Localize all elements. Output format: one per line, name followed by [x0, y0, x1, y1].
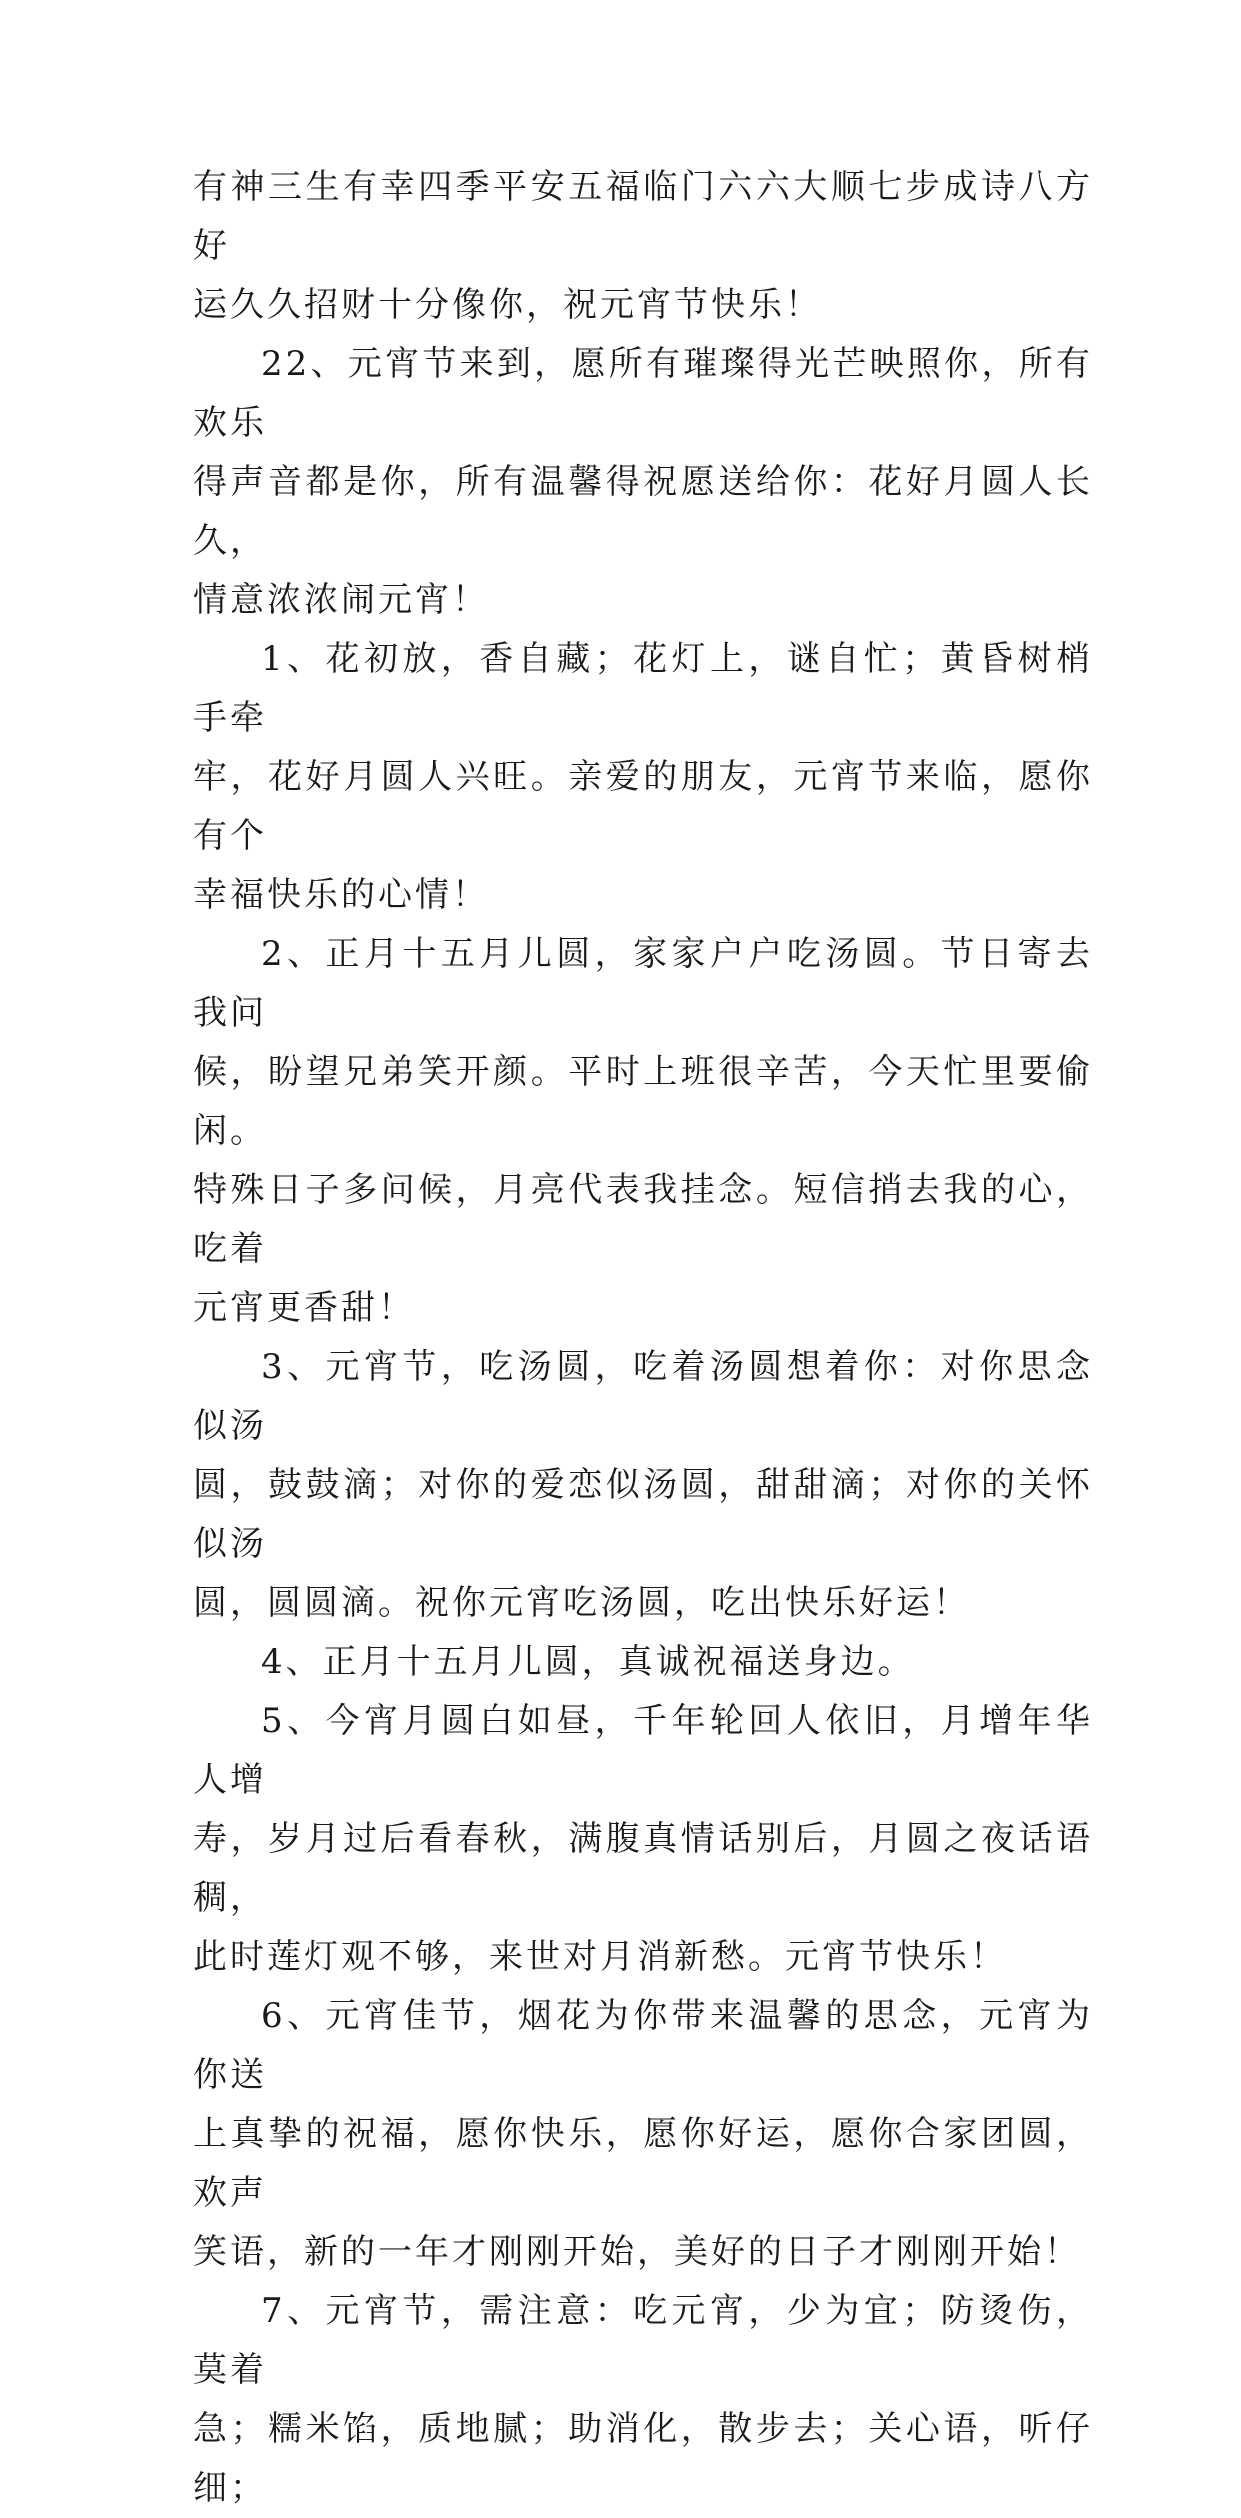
text-line: 7、元宵节，需注意：吃元宵，少为宜；防烫伤，莫着 — [193, 2291, 1093, 2390]
paragraph — [193, 335, 1093, 630]
paragraph — [193, 1692, 1093, 1987]
paragraph — [193, 158, 1093, 335]
text-line: 上真挚的祝福，愿你快乐，愿你好运，愿你合家团圆，欢声 — [193, 2114, 1093, 2213]
paragraph — [193, 2282, 1093, 2518]
text-line: 5、今宵月圆白如昼，千年轮回人依旧，月增年华人增 — [193, 1701, 1093, 1800]
text-line: 急；糯米馅，质地腻；助消化，散步去；关心语，听仔细； — [193, 2409, 1093, 2508]
text-line: 笑语，新的一年才刚刚开始，美好的日子才刚刚开始！ — [193, 2232, 1081, 2272]
paragraph — [193, 630, 1093, 925]
text-line: 1、花初放，香自藏；花灯上，谜自忙；黄昏树梢手牵 — [193, 639, 1093, 738]
paragraph — [193, 1633, 1093, 1692]
text-line: 候，盼望兄弟笑开颜。平时上班很辛苦，今天忙里要偷闲。 — [193, 1052, 1093, 1151]
text-line: 寿，岁月过后看春秋，满腹真情话别后，月圆之夜话语稠， — [193, 1819, 1093, 1918]
text-line: 元宵更香甜！ — [193, 1288, 415, 1328]
text-line: 牢，花好月圆人兴旺。亲爱的朋友，元宵节来临，愿你有个 — [193, 757, 1093, 856]
text-line: 22、元宵节来到，愿所有璀璨得光芒映照你，所有欢乐 — [193, 344, 1093, 443]
text-line: 有神三生有幸四季平安五福临门六六大顺七步成诗八方好 — [193, 167, 1093, 266]
text-line: 得声音都是你，所有温馨得祝愿送给你：花好月圆人长久， — [193, 462, 1093, 561]
text-line: 圆，圆圆滴。祝你元宵吃汤圆，吃出快乐好运！ — [193, 1583, 970, 1623]
text-line: 幸福快乐的心情！ — [193, 875, 489, 915]
text-line: 情意浓浓闹元宵！ — [193, 580, 489, 620]
text-line: 此时莲灯观不够，来世对月消新愁。元宵节快乐！ — [193, 1937, 1007, 1977]
paragraph — [193, 925, 1093, 1338]
text-line: 3、元宵节，吃汤圆，吃着汤圆想着你：对你思念似汤 — [193, 1347, 1093, 1446]
text-line: 2、正月十五月儿圆，家家户户吃汤圆。节日寄去我问 — [193, 934, 1093, 1033]
paragraph — [193, 1338, 1093, 1633]
text-line: 4、正月十五月儿圆，真诚祝福送身边。 — [261, 1642, 915, 1682]
text-line: 圆，鼓鼓滴；对你的爱恋似汤圆，甜甜滴；对你的关怀似汤 — [193, 1465, 1093, 1564]
paragraph — [193, 1987, 1093, 2282]
text-line: 运久久招财十分像你，祝元宵节快乐！ — [193, 285, 822, 325]
text-line: 特殊日子多问候，月亮代表我挂念。短信捎去我的心，吃着 — [193, 1170, 1093, 1269]
text-line: 6、元宵佳节，烟花为你带来温馨的思念，元宵为你送 — [193, 1996, 1093, 2095]
document-page — [193, 158, 1093, 2518]
